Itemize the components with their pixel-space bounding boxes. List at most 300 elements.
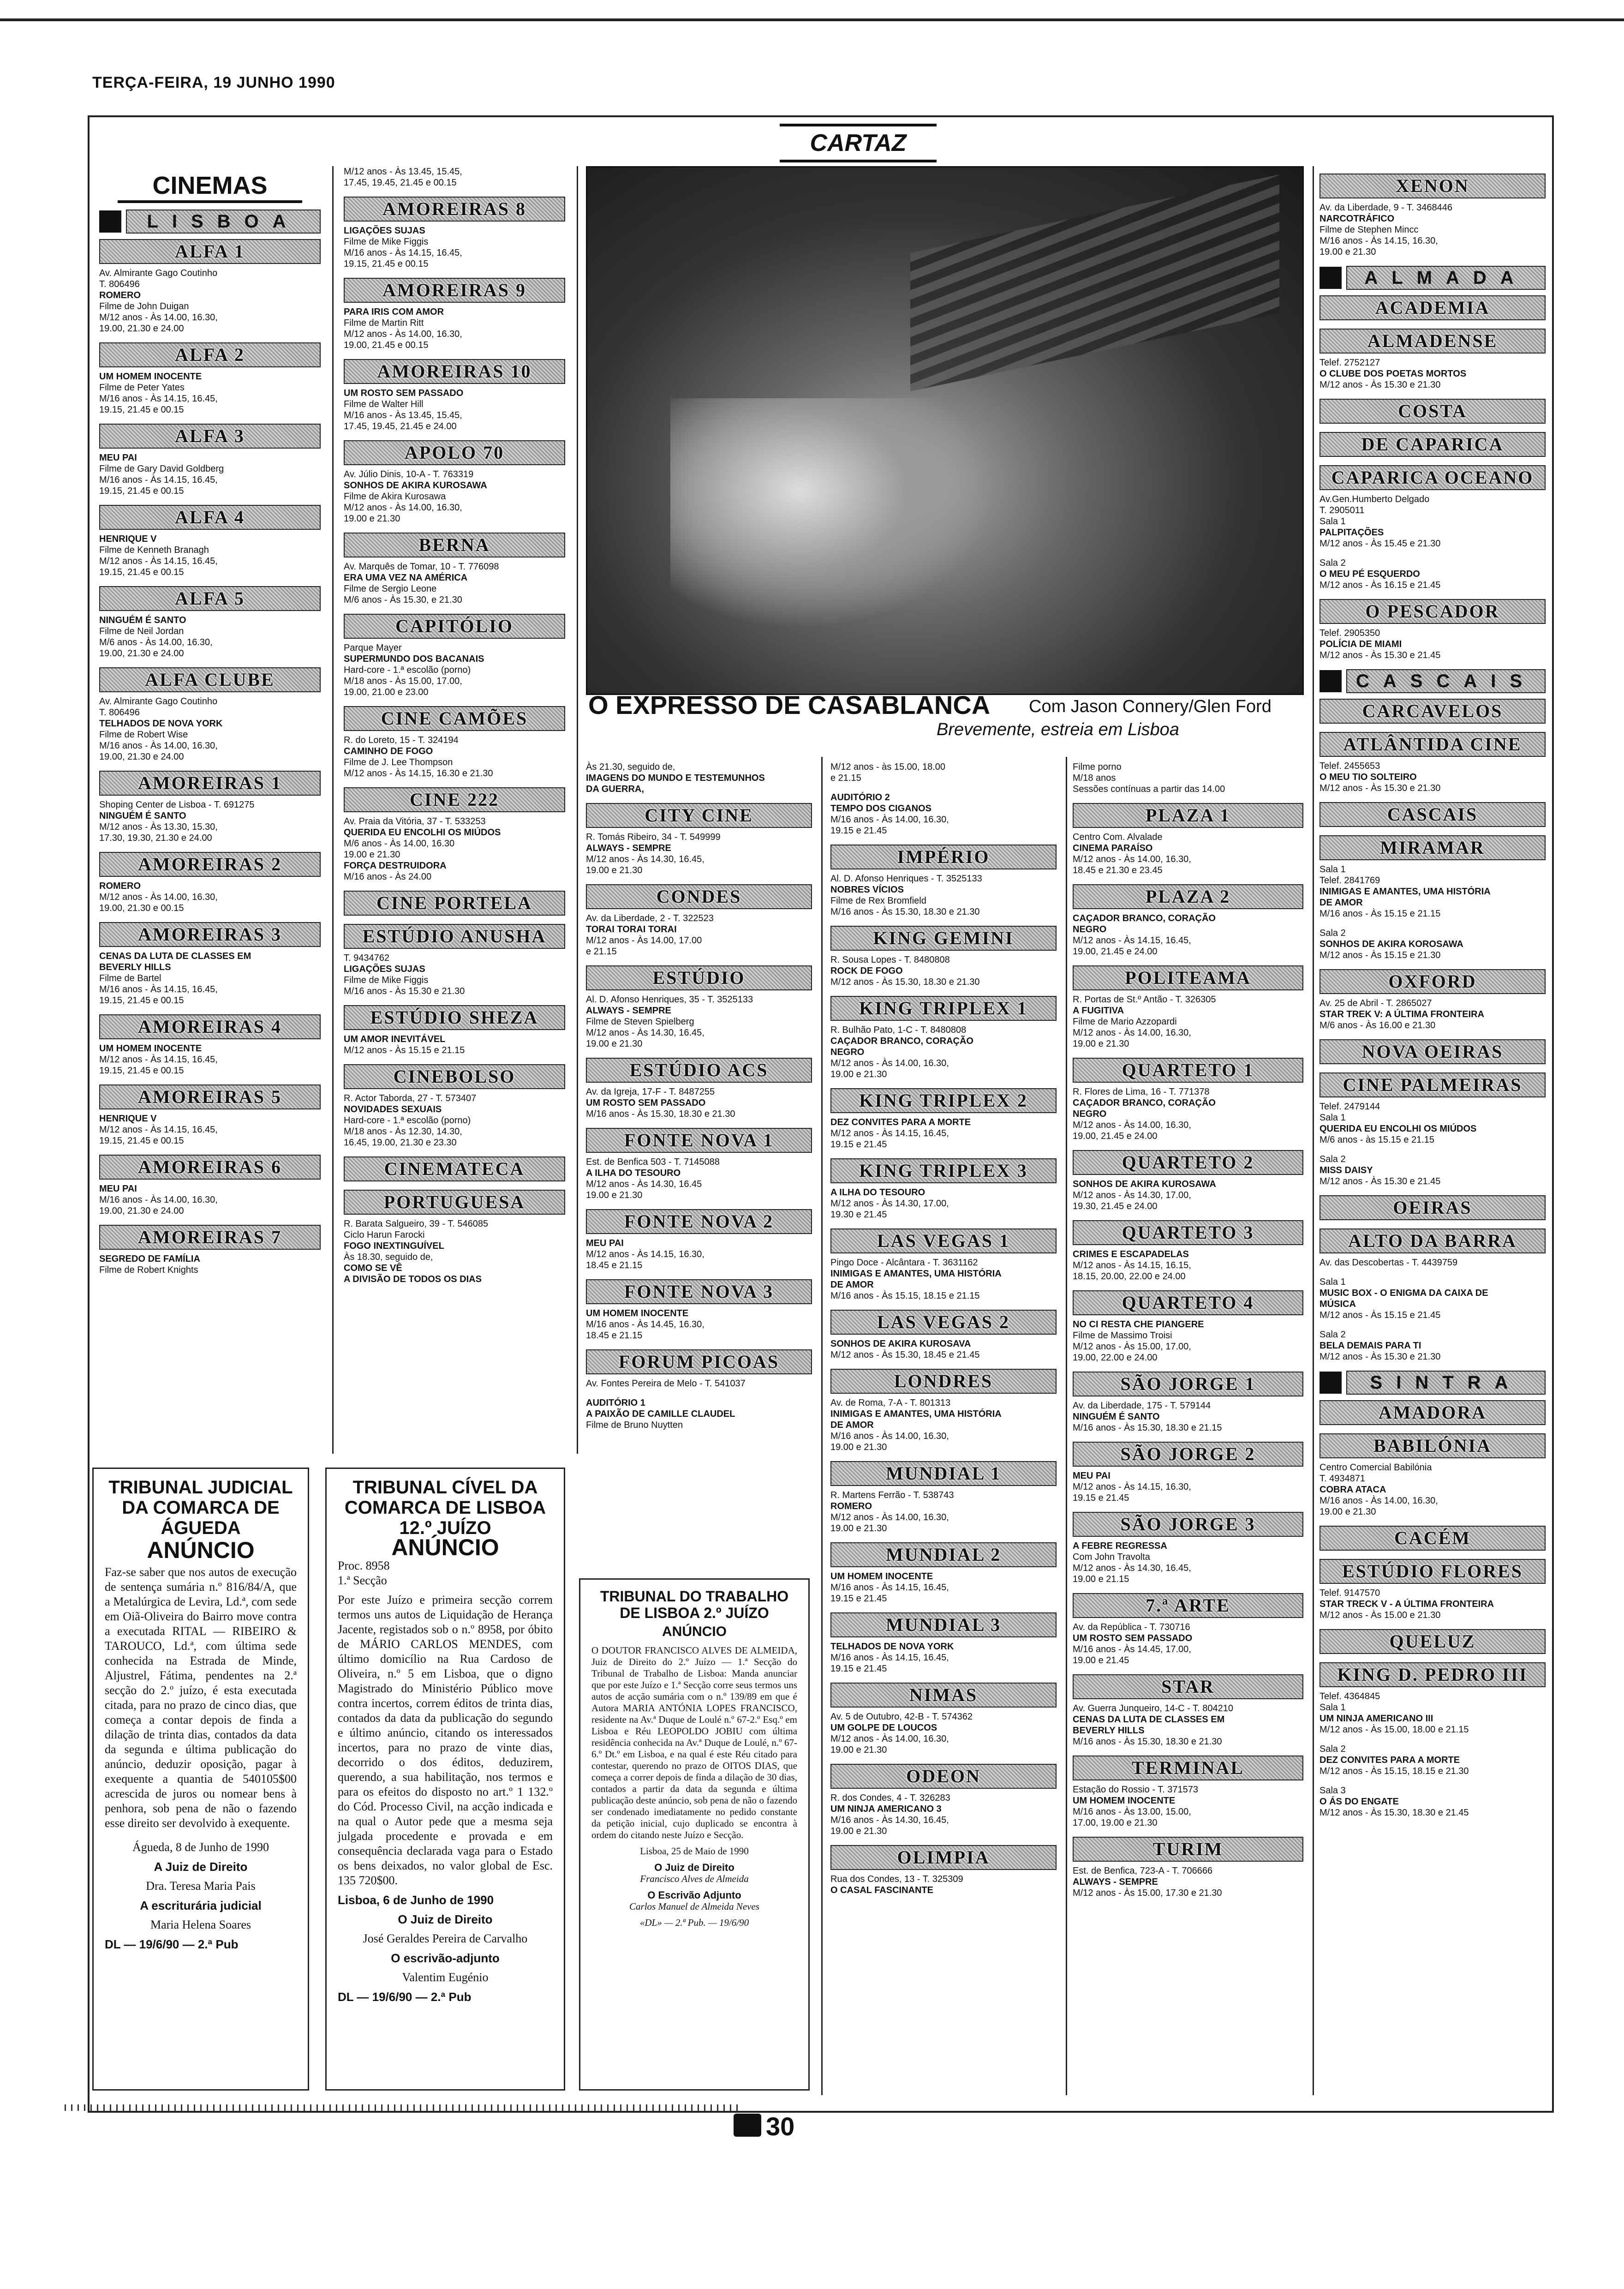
listing-line: e 21.15 (830, 773, 861, 783)
listing-line: 19.00, 21.45 e 24.00 (1073, 1131, 1158, 1141)
listing-line: Sala 3 (1320, 1786, 1346, 1796)
listing-line (1320, 1777, 1546, 1785)
listing-line: ALWAYS - SEMPRE (586, 843, 671, 853)
listing-line: Al. D. Afonso Henriques - T. 3525133 (830, 874, 982, 884)
listing-line: BELA DEMAIS PARA TI (1320, 1341, 1421, 1351)
cinema-listing (344, 924, 565, 997)
signature-role: O Juiz de Direito (654, 1862, 734, 1873)
cinema-listing (1320, 1662, 1546, 1818)
signature-role: O escrivão-adjunto (391, 1951, 500, 1965)
listing-line: M/6 anos - às 15.15 e 21.15 (1320, 1135, 1435, 1145)
listing-line: UM HOMEM INOCENTE (99, 372, 202, 382)
notice-body: O DOUTOR FRANCISCO ALVES DE ALMEIDA, Juiz de Direito do 2.º Juízo — 1.ª Secção do Tribunal de Trabalho de Lisboa: Manda anunciar que por este Juízo e 1.ª Secção corre seus termos uns autos de acção sumária com o n.º 139/89 em que é Autora MARIA ANTÓNIA LOPES FRANCISCO, residente na Av.ª Duque de Loulé n.º 67-2.º Esq.º em Lisboa e Réu LEOPOLDO JOBIU com última residência conhecida na Av.ª Duque de Loulé, n.º 67-6.º Dt.º em Lisboa, e na qual é este Réu citado para contestar, querendo no prazo de OITOS DIAS, que começa a correr depois de finda a dilação de 30 dias, contados a partir da data da segunda e última publicação deste anúncio, sob pena de não o fazendo ser condenado imediatamente no pedido constante da petição inicial, cujo duplicado se encontra à ordem do citando neste Juízo e Secção. (591, 1645, 797, 1840)
cinema-name: AMOREIRAS 5 (99, 1085, 321, 1109)
notice-lisboa-civel (325, 1468, 565, 2091)
cinema-listing (1320, 465, 1546, 591)
listing-line: M/12 anos - Às 14.15, 16.45, (1073, 935, 1191, 946)
cinema-listing (344, 1064, 565, 1148)
listing-line: M/12 anos - Às 14.00, 16.30, (1073, 1120, 1191, 1130)
listing-line: Hard-core - 1.ª escolão (porno) (344, 1115, 471, 1126)
listing-line: 17.45, 19.45, 21.45 e 00.15 (344, 178, 457, 188)
cinema-name: ESTÚDIO ANUSHA (344, 924, 565, 949)
publication-note: DL — 19/6/90 — 2.ª Pub (338, 1990, 472, 2004)
listing-line: COMO SE VÊ (344, 1263, 402, 1273)
listing-line: M/16 anos - Às 14.15, 16.45, (830, 1582, 949, 1593)
listing-line: M/12 anos - Às 14.30, 17.00, (830, 1198, 949, 1209)
listing-line: M/16 anos - Às 15.15 e 21.15 (1320, 909, 1441, 919)
listing-line: INIMIGAS E AMANTES, UMA HISTÓRIA (1320, 887, 1491, 897)
listing-line: M/12 anos - Às 15.15 e 21.30 (1320, 950, 1441, 960)
city-header (1320, 266, 1546, 290)
page-number: 30 (766, 2112, 795, 2141)
photo-caption-title: O EXPRESSO DE CASABLANCA (588, 690, 991, 719)
listing-line: SONHOS DE AKIRA KUROSAWA (344, 480, 487, 491)
cinema-listing (1073, 1442, 1303, 1504)
cinema-listing (344, 1156, 565, 1181)
cinema-name: AMOREIRAS 9 (344, 278, 565, 303)
listing-line: Parque Mayer (344, 643, 402, 653)
cinema-name: QUELUZ (1320, 1629, 1546, 1654)
listing-line: Av. Almirante Gago Coutinho (99, 696, 218, 707)
cinema-name: LAS VEGAS 1 (830, 1228, 1057, 1253)
listing-line: 19.00 e 21.30 (1320, 247, 1376, 257)
notice-date: Águeda, 8 de Junho de 1990 (132, 1840, 269, 1854)
column-divider (577, 166, 578, 1454)
listing-line: Av. de Roma, 7-A - T. 801313 (830, 1398, 951, 1408)
cinema-name: FONTE NOVA 2 (586, 1209, 812, 1234)
cinema-name: CINE CAMÕES (344, 706, 565, 731)
listing-line: UM ROSTO SEM PASSADO (1073, 1633, 1193, 1643)
cinema-listing (1073, 1150, 1303, 1212)
listing-line: 19.00, 21.45 e 00.15 (344, 340, 429, 350)
listing-line: Av. da República - T. 730716 (1073, 1622, 1190, 1632)
listing-line: M/12 anos - Às 15.30 e 21.45 (1320, 1176, 1441, 1186)
cinema-name: CARCAVELOS (1320, 699, 1546, 724)
signature-role: O Juiz de Direito (398, 1912, 493, 1926)
cinema-listing (1073, 1674, 1303, 1747)
listing-line: NINGUÉM É SANTO (1073, 1412, 1160, 1422)
cinema-listing (1320, 1629, 1546, 1654)
cinema-listing (830, 926, 1057, 988)
listing-line: Filme de Mike Figgis (344, 237, 429, 247)
listing-line: M/12 anos - Às 14.15, 16.45, (99, 1125, 218, 1135)
listing-line: M/12 anos - Às 14.30, 16.45 (586, 1179, 702, 1189)
listing-line: MEU PAI (99, 1184, 137, 1194)
listing-line: Filme de Akira Kurosawa (344, 491, 446, 502)
listing-line: 19.00, 21.30 e 24.00 (99, 1206, 184, 1216)
listing-line (1320, 1321, 1546, 1329)
listing-line: M/12 anos - Às 15.30 e 21.30 (1320, 1352, 1441, 1362)
listing-line: 19.00, 22.00 e 24.00 (1073, 1353, 1158, 1363)
listing-line: Av. Júlio Dinis, 10-A - T. 763319 (344, 469, 474, 479)
cinema-name: ALFA 2 (99, 342, 321, 367)
cinema-name: ALFA CLUBE (99, 667, 321, 692)
notice-date: Lisboa, 6 de Junho de 1990 (338, 1893, 494, 1907)
listing-line: M/12 anos - Às 13.30, 15.30, (99, 822, 218, 832)
cinema-listing (344, 440, 565, 524)
cinema-name: PORTUGUESA (344, 1190, 565, 1215)
listing-line: M/16 anos - Às 14.15, 16.45, (99, 475, 218, 485)
listing-line: Sessões contínuas a partir das 14.00 (1073, 784, 1225, 794)
cinema-listing (344, 197, 565, 270)
listing-line: ROCK DE FOGO (830, 966, 903, 976)
listing-line: 19.00 e 21.30 (586, 1039, 643, 1049)
cinema-name: ALFA 3 (99, 424, 321, 449)
cinema-name: O PESCADOR (1320, 599, 1546, 624)
column-divider (1313, 166, 1314, 2095)
cinema-listing (586, 1349, 812, 1431)
listing-line: NARCOTRÁFICO (1320, 214, 1395, 224)
listing-line: M/12 anos - Às 15.30, 18.30 e 21.30 (830, 977, 980, 987)
listing-line: A ILHA DO TESOURO (586, 1168, 681, 1178)
cinema-listing (830, 1542, 1057, 1604)
listing-line: Sala 2 (1320, 928, 1346, 938)
listing-line: INIMIGAS E AMANTES, UMA HISTÓRIA (830, 1409, 1002, 1419)
listing-line: M/16 anos - Às 14.45, 16.30, (586, 1319, 705, 1330)
listing-line: QUERIDA EU ENCOLHI OS MIÚDOS (1320, 1124, 1477, 1134)
dateline: TERÇA-FEIRA, 19 JUNHO 1990 (92, 74, 335, 91)
listing-line: A FUGITIVA (1073, 1006, 1124, 1016)
city-header (1320, 1371, 1546, 1395)
cinema-listing (1073, 1058, 1303, 1142)
listing-line: M/12 anos - Às 14.30, 16.45, (586, 1028, 705, 1038)
listing-line: CENAS DA LUTA DE CLASSES EM (99, 951, 251, 961)
signature-name: Francisco Alves de Almeida (640, 1873, 749, 1884)
cinema-name: KING GEMINI (830, 926, 1057, 951)
cinema-listing (344, 533, 565, 605)
listing-line: Rua dos Condes, 13 - T. 325309 (830, 1874, 963, 1884)
listing-line: CINEMA PARAÍSO (1073, 843, 1153, 853)
listing-line: INIMIGAS E AMANTES, UMA HISTÓRIA (830, 1269, 1002, 1279)
column-divider (1066, 757, 1067, 2095)
cinema-name: KING D. PEDRO III (1320, 1662, 1546, 1687)
cinema-name: ALFA 1 (99, 239, 321, 264)
listing-line: TELHADOS DE NOVA YORK (99, 719, 223, 729)
cinema-listing (830, 1088, 1057, 1150)
listing-line: POLÍCIA DE MIAMI (1320, 639, 1402, 649)
notice-heading: ANÚNCIO (147, 1537, 255, 1563)
listing-line: 19.00, 21.30 e 24.00 (99, 752, 184, 762)
listing-line: 19.15, 21.45 e 00.15 (99, 1066, 184, 1076)
listing-line: M/16 anos - Às 14.15, 16.45, (99, 984, 218, 995)
listing-line: M/16 anos - Às 14.00, 16.30, (830, 815, 949, 825)
listing-line: M/12 anos - Às 14.00, 16.30, (830, 1512, 949, 1522)
signature-role: A Juiz de Direito (154, 1860, 248, 1874)
listing-line: UM NINJA AMERICANO III (1320, 1714, 1433, 1724)
listing-line: M/16 anos - Às 14.30, 16.45, (830, 1815, 949, 1825)
listing-line: Hard-core - 1.ª escolão (porno) (344, 665, 471, 675)
listing-line: O MEU PÉ ESQUERDO (1320, 569, 1420, 579)
cinema-listing (830, 1683, 1057, 1756)
cinema-name: STAR (1073, 1674, 1303, 1699)
listing-line: M/18 anos - Às 15.00, 17.00, (344, 676, 462, 686)
listing-line: R. Sousa Lopes - T. 8480808 (830, 955, 950, 965)
listings-column-2 (344, 166, 565, 1293)
listing-line: 19.00 e 21.30 (586, 1190, 643, 1200)
notice-title: TRIBUNAL CÍVEL DA COMARCA DE LISBOA 12.º JUÍZO (344, 1477, 546, 1538)
listing-line: Est. de Benfica, 723-A - T. 706666 (1073, 1866, 1213, 1876)
cinema-listing (1320, 1195, 1546, 1220)
listing-line: SONHOS DE AKIRA KOROSAWA (1320, 939, 1463, 949)
listing-line: Filme porno (1073, 762, 1122, 772)
listing-line (586, 1389, 812, 1397)
listing-line: M/12 anos - Às 16.15 e 21.45 (1320, 580, 1441, 590)
listing-line: ALWAYS - SEMPRE (586, 1006, 671, 1016)
cinema-listing (586, 884, 812, 957)
listing-line: M/16 anos - Às 14.00, 16.30, (1320, 1496, 1438, 1506)
cinema-listing (830, 1310, 1057, 1360)
cinema-name: AMOREIRAS 7 (99, 1225, 321, 1250)
column-divider (332, 166, 334, 1454)
cinema-listing (586, 1128, 812, 1201)
listing-line: 19.00 e 21.30 (830, 1523, 887, 1534)
city-name: CASCAIS (1346, 669, 1546, 693)
listing-line: NO CI RESTA CHE PIANGERE (1073, 1319, 1204, 1330)
listing-line: MEU PAI (1073, 1471, 1111, 1481)
listing-line: 19.00, 21.00 e 23.00 (344, 687, 429, 697)
section-title: CARTAZ (780, 124, 937, 162)
listing-line: SEGREDO DE FAMÍLIA (99, 1254, 200, 1264)
cinema-name: SÃO JORGE 3 (1073, 1512, 1303, 1537)
listing-line: 19.15 e 21.45 (1073, 1493, 1129, 1503)
cinema-listing (1320, 399, 1546, 424)
cinema-listing (586, 761, 812, 795)
cinema-listing (344, 166, 565, 188)
listing-line: Filme de Robert Wise (99, 730, 188, 740)
listing-line: DEZ CONVITES PARA A MORTE (830, 1117, 971, 1127)
listing-line: Av. 25 de Abril - T. 2865027 (1320, 998, 1432, 1008)
cinema-name: ALTO DA BARRA (1320, 1228, 1546, 1253)
city-marker-icon (1320, 670, 1342, 692)
city-marker-icon (1320, 267, 1342, 289)
listing-line: TEMPO DOS CIGANOS (830, 803, 931, 814)
listing-line: DE AMOR (830, 1280, 874, 1290)
notice-proc: Proc. 8958 (338, 1559, 390, 1572)
listing-line: 19.00 e 21.30 (830, 1826, 887, 1836)
listing-line: Sala 1 (1320, 1113, 1346, 1123)
listing-line: UM ROSTO SEM PASSADO (344, 388, 464, 398)
listing-line: CAÇADOR BRANCO, CORAÇÃO (830, 1036, 973, 1046)
cinema-listing (830, 845, 1057, 917)
listing-line: M/12 anos - Às 14.15, 16.30, (1073, 1482, 1191, 1492)
listing-line: Av. Almirante Gago Coutinho (99, 268, 218, 278)
listing-line: 19.00 e 21.30 (830, 1745, 887, 1755)
cinema-name: ODEON (830, 1764, 1057, 1789)
cinema-name: CASCAIS (1320, 802, 1546, 827)
cinema-listing (586, 1058, 812, 1120)
listing-line: MÚSICA (1320, 1299, 1356, 1309)
listing-line: M/12 anos - Às 15.00, 17.00, (1073, 1342, 1191, 1352)
city-name: SINTRA (1346, 1371, 1546, 1395)
cinema-listing (830, 1228, 1057, 1301)
signature-name: José Geraldes Pereira de Carvalho (363, 1932, 528, 1945)
cinema-name: AMOREIRAS 6 (99, 1155, 321, 1180)
listing-line: M/12 anos - Às 15.15 e 21.15 (344, 1045, 465, 1055)
listing-line: CAMINHO DE FOGO (344, 746, 433, 756)
listing-line: Filme de Bruno Nuytten (586, 1420, 683, 1430)
notice-title: TRIBUNAL JUDICIAL DA COMARCA DE ÁGUEDA (108, 1477, 293, 1538)
listing-line: 19.15, 21.45 e 00.15 (99, 567, 184, 577)
cinema-name: KING TRIPLEX 3 (830, 1158, 1057, 1183)
listing-line: M/12 anos - Às 14.15, 16.45, (830, 1128, 949, 1139)
cinema-listing (830, 1764, 1057, 1837)
cinema-listing (1320, 1073, 1546, 1187)
listing-line: IMAGENS DO MUNDO E TESTEMUNHOS (586, 773, 765, 783)
listing-line: Telef. 2455653 (1320, 761, 1380, 771)
listing-line: M/16 anos - Às 14.00, 16.30, (99, 741, 218, 751)
listing-line: QUERIDA EU ENCOLHI OS MIÚDOS (344, 827, 501, 838)
cinema-listing (1320, 835, 1546, 961)
cinema-listing (344, 278, 565, 351)
photo-background (910, 174, 1279, 391)
publication-note: DL — 19/6/90 — 2.ª Pub (105, 1937, 239, 1951)
cinema-name: CONDES (586, 884, 812, 909)
listing-line: Filme de Neil Jordan (99, 626, 184, 636)
listing-line: Pingo Doce - Alcântara - T. 3631162 (830, 1258, 978, 1268)
listing-line: 19.15 e 21.45 (830, 1139, 887, 1150)
cinema-listing (344, 706, 565, 779)
listing-line: 19.00 e 21.30 (830, 1069, 887, 1079)
cinema-name: LAS VEGAS 2 (830, 1310, 1057, 1335)
listing-line: FOGO INEXTINGUÍVEL (344, 1241, 444, 1251)
listing-line: 19.00 e 21.30 (830, 1442, 887, 1452)
listing-line (1320, 549, 1546, 557)
listing-line: 19.00 e 21.15 (1073, 1574, 1129, 1584)
cinema-listing (1320, 295, 1546, 320)
cinema-listing (344, 1005, 565, 1056)
bottom-rule (65, 2104, 738, 2111)
listing-line: M/12 anos - Às 15.15, 18.15 e 21.30 (1320, 1766, 1469, 1776)
listing-line: MISS DAISY (1320, 1165, 1373, 1175)
cinema-listing (1073, 1220, 1303, 1282)
listing-line: 19.15, 21.45 e 00.15 (99, 405, 184, 415)
cinema-name: NOVA OEIRAS (1320, 1039, 1546, 1064)
cinema-listing (99, 586, 321, 659)
listing-line: Est. de Benfica 503 - T. 7145088 (586, 1157, 720, 1167)
listing-line: 16.45, 19.00, 21.30 e 23.30 (344, 1138, 457, 1148)
listing-line: 19.00 e 21.30 (344, 514, 400, 524)
listing-line: O CLUBE DOS POETAS MORTOS (1320, 369, 1467, 379)
cinema-listing (1320, 732, 1546, 794)
cinema-listing (1073, 1372, 1303, 1433)
cinema-listing (1320, 174, 1546, 258)
city-name: LISBOA (126, 210, 321, 234)
listing-line: M/12 anos - às 15.00, 18.00 (830, 762, 946, 772)
listing-line: M/12 anos - Às 14.15, 16.30, (586, 1249, 705, 1259)
cinema-name: ACADEMIA (1320, 295, 1546, 320)
listing-line: UM ROSTO SEM PASSADO (586, 1098, 706, 1108)
listing-line: Av. 5 de Outubro, 42-B - T. 574362 (830, 1712, 973, 1722)
listing-line: M/16 anos - Às 15.30, 18.30 e 21.30 (586, 1109, 735, 1119)
listing-line: 19.00, 21.30 e 00.15 (99, 903, 184, 913)
listing-line: Filme de John Duigan (99, 301, 189, 312)
listing-line (1320, 1145, 1546, 1154)
listing-line: 18.15, 20.00, 22.00 e 24.00 (1073, 1271, 1186, 1282)
listing-line: SONHOS DE AKIRA KUROSAVA (830, 1339, 971, 1349)
city-marker-icon (1320, 1372, 1342, 1394)
cinema-listing (830, 1461, 1057, 1534)
listing-line: Av. Praia da Vitória, 37 - T. 533253 (344, 816, 486, 827)
cinema-listing (1073, 1756, 1303, 1828)
listing-line: Telef. 2905350 (1320, 628, 1380, 638)
listing-line: Sala 2 (1320, 558, 1346, 568)
listing-line: Sala 1 (1320, 864, 1346, 875)
listing-line: M/16 anos - Às 15.30, 18.30 e 21.30 (1073, 1737, 1222, 1747)
listing-line: NEGRO (1073, 924, 1107, 935)
listing-line: T. 2905011 (1320, 505, 1365, 515)
listing-line: M/16 anos - Às 14.15, 16.45, (830, 1653, 949, 1663)
cinema-name: AMOREIRAS 8 (344, 197, 565, 222)
cinema-name: AMOREIRAS 10 (344, 359, 565, 384)
listing-line: M/6 anos - Às 14.00, 16.30 (344, 839, 455, 849)
listing-line: CAÇADOR BRANCO, CORAÇÃO (1073, 1098, 1216, 1108)
listing-line: Filme de Steven Spielberg (586, 1017, 694, 1027)
listing-line: BEVERLY HILLS (1073, 1726, 1145, 1736)
cinema-name: DE CAPARICA (1320, 432, 1546, 457)
listing-line: UM NINJA AMERICANO 3 (830, 1804, 942, 1814)
cinema-listing (99, 342, 321, 415)
cinema-name: BERNA (344, 533, 565, 557)
listing-line: NOVIDADES SEXUAIS (344, 1104, 442, 1115)
top-rule (0, 18, 1624, 21)
cinema-name: AMADORA (1320, 1400, 1546, 1425)
listing-line: UM AMOR INEVITÁVEL (344, 1034, 446, 1044)
listing-line: 19.15 e 21.45 (830, 826, 887, 836)
cinema-name: CACÉM (1320, 1526, 1546, 1551)
cinema-listing (1320, 1400, 1546, 1425)
photo-caption-note: Brevemente, estreia em Lisboa (937, 720, 1179, 739)
listing-line: NEGRO (1073, 1109, 1107, 1119)
cinema-listing (1073, 761, 1303, 795)
cinema-listing (1073, 884, 1303, 957)
cinema-listing (1073, 803, 1303, 876)
signature-name: Dra. Teresa Maria Pais (146, 1879, 256, 1893)
cinema-name: OXFORD (1320, 969, 1546, 994)
cinema-name: AMOREIRAS 3 (99, 922, 321, 947)
listing-line: Sala 2 (1320, 1744, 1346, 1754)
cinema-name: FONTE NOVA 3 (586, 1279, 812, 1304)
notice-title: TRIBUNAL DO TRABALHO DE LISBOA 2.º JUÍZO (600, 1588, 789, 1621)
cinema-name: MUNDIAL 2 (830, 1542, 1057, 1567)
cinema-listing (1320, 1559, 1546, 1621)
cinema-listing (586, 1209, 812, 1271)
listing-line: A ILHA DO TESOURO (830, 1187, 925, 1198)
listing-line: T. 4934871 (1320, 1474, 1365, 1484)
listing-line: M/16 anos - Às 14.00, 16.30, (99, 1195, 218, 1205)
notice-agueda (92, 1468, 309, 2091)
listing-line: M/6 anos - Às 15.30, e 21.30 (344, 595, 462, 605)
listing-line: R. Actor Taborda, 27 - T. 573407 (344, 1093, 477, 1103)
cinema-name: KING TRIPLEX 1 (830, 996, 1057, 1021)
cinema-name: COSTA (1320, 399, 1546, 424)
cinema-name: POLITEAMA (1073, 965, 1303, 990)
city-header (1320, 669, 1546, 693)
listing-line: Filme de Gary David Goldberg (99, 464, 224, 474)
signature-name: Maria Helena Soares (150, 1918, 251, 1931)
cinema-name: FONTE NOVA 1 (586, 1128, 812, 1153)
photo-caption-cast: Com Jason Connery/Glen Ford (1029, 697, 1272, 716)
listing-line: Filme de Martin Ritt (344, 318, 424, 328)
listing-line: M/12 anos - Às 15.30 e 21.30 (1320, 380, 1441, 390)
listing-line: 19.30 e 21.45 (830, 1210, 887, 1220)
listing-line: 19.00 e 21.30 (1320, 1507, 1376, 1517)
cinema-name: CINE 222 (344, 787, 565, 812)
cinema-listing (1320, 699, 1546, 724)
listings-column-3 (586, 761, 812, 1439)
listing-line: M/16 anos - Às 14.15, 16.45, (344, 248, 462, 258)
listing-line: Telef. 2752127 (1320, 358, 1380, 368)
cinema-listing (99, 852, 321, 914)
